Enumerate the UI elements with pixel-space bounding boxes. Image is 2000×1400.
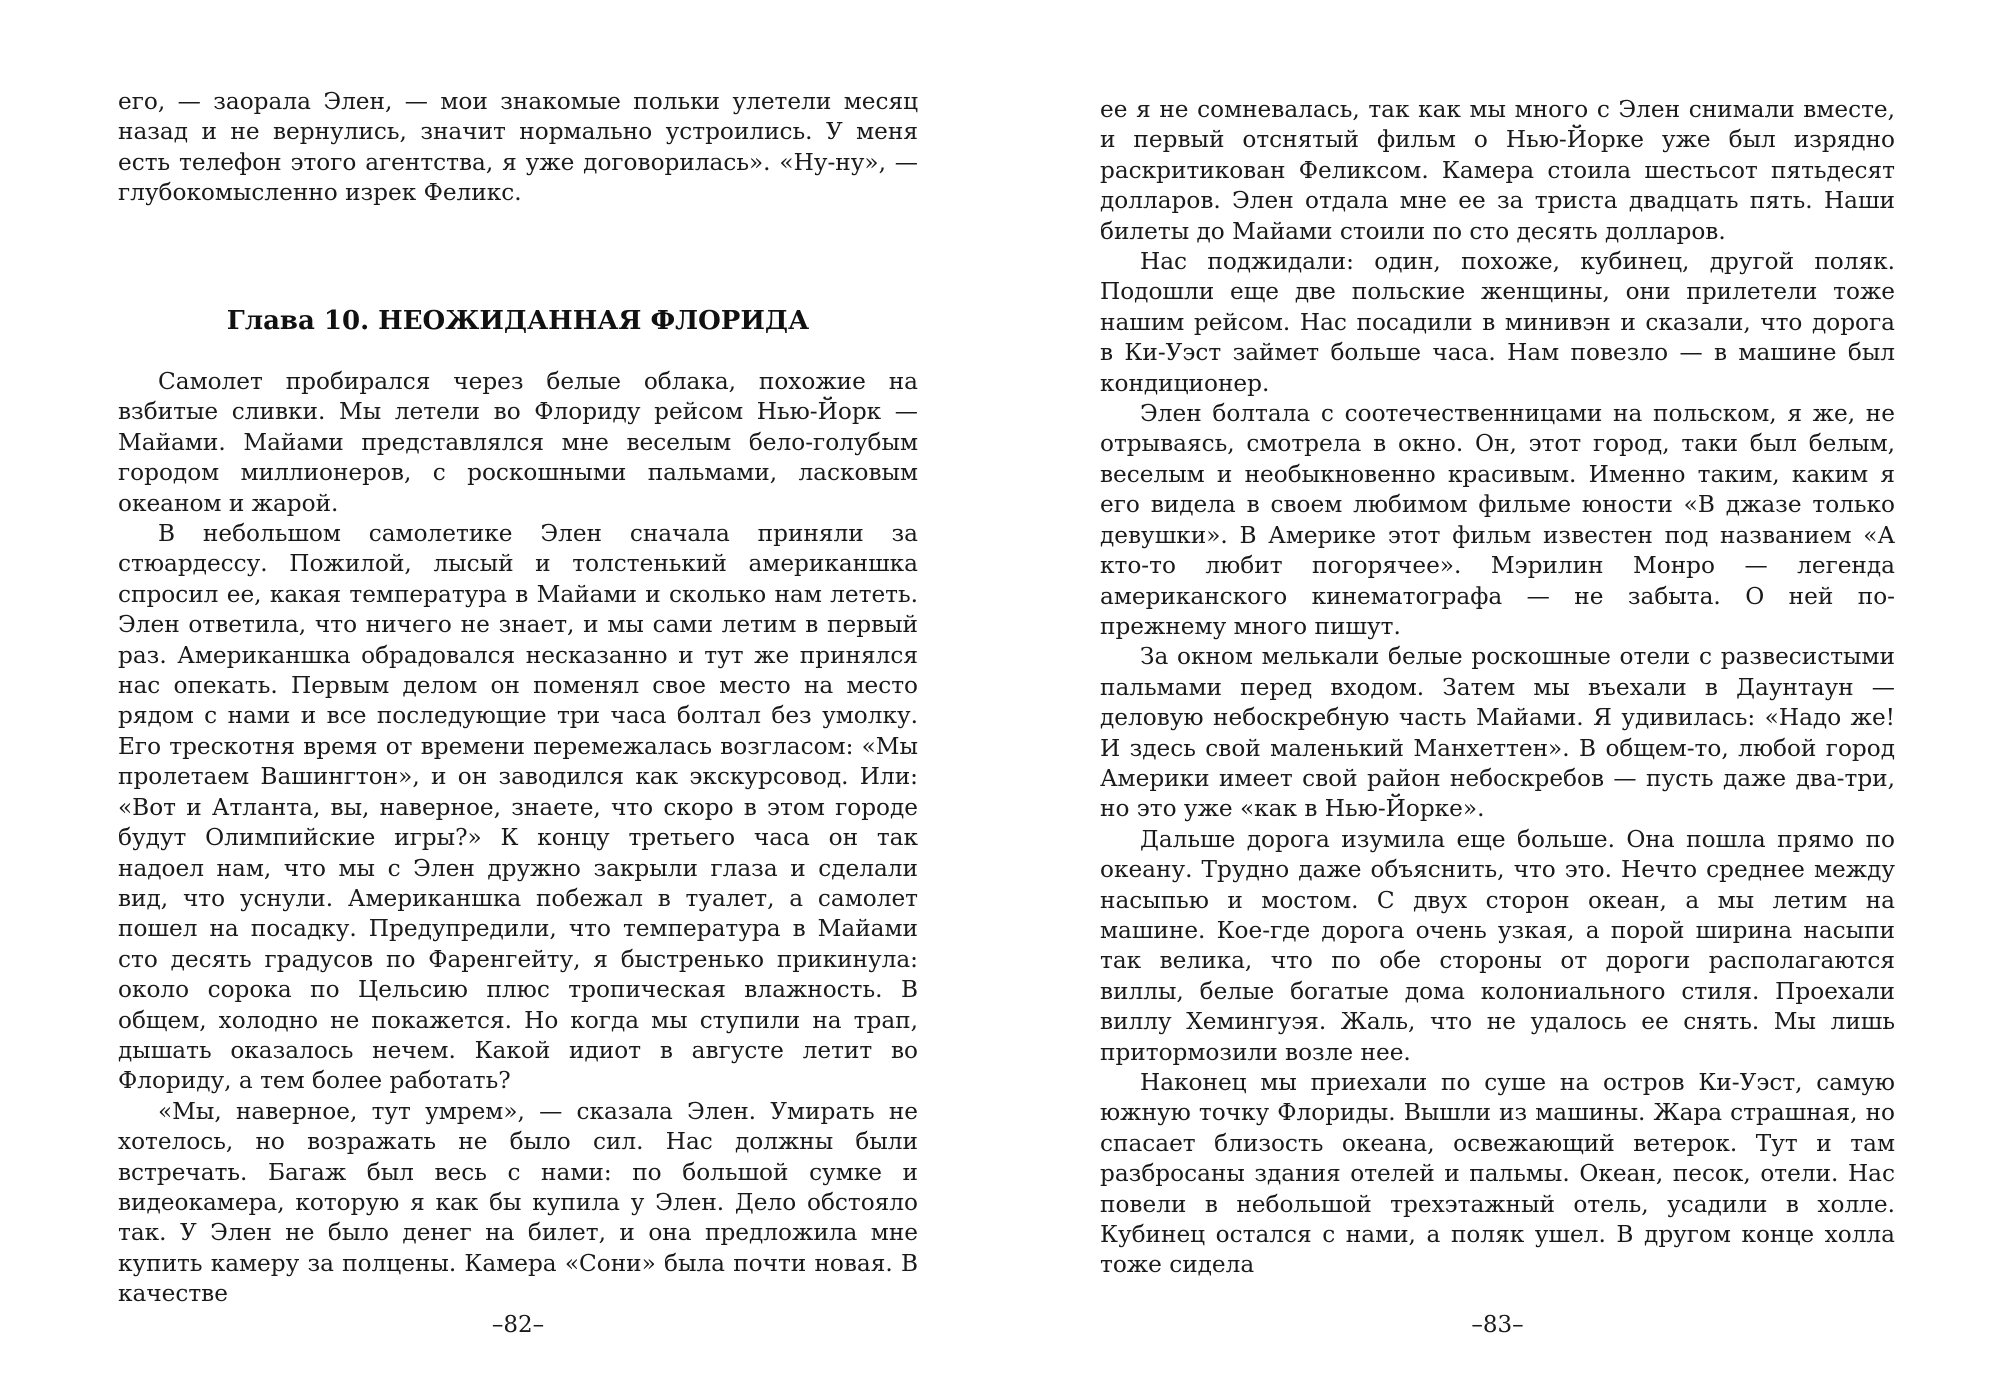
paragraph: Нас поджидали: один, похоже, кубинец, другой поляк. Подошли еще две польские женщины, они прилетели тоже нашим рейсом. Нас посадили в минивэн и сказали, что дорога в Ки-Уэст займет больше часа. Нам повезло — в машине был кондиционер. bbox=[1100, 248, 1895, 397]
paragraph: За окном мелькали белые роскошные отели с развесистыми пальмами перед входом. Затем мы въехали в Даунтаун — деловую небоскребную часть Майами. Я удивилась: «Надо же! И здесь свой маленький Манхеттен». В общем-то, любой город Америки имеет свой район небоскребов — пусть даже два-три, но это уже «как в Нью-Йорке». bbox=[1100, 643, 1895, 823]
paragraph: В небольшом самолетике Элен сначала приняли за стюардессу. Пожилой, лысый и толстенький американшка спросил ее, какая температура в Майами и сколько нам лететь. Элен ответила, что ничего не знает, и мы сами летим в первый раз. Американшка обрадовался несказанно и тут же принялся нас опекать. Первым делом он поменял свое место на место рядом с нами и все последующие три часа болтал без умолку. Его трескотня время от времени перемежалась возгласом: «Мы пролетаем Вашингтон», и он заводился как экскурсовод. Или: «Вот и Атланта, вы, наверное, знаете, что скоро в этом городе будут Олимпийские игры?» К концу третьего часа он так надоел нам, что мы с Элен дружно закрыли глаза и сделали вид, что уснули. Американшка побежал в туалет, а самолет пошел на посадку. Предупредили, что температура в Майами сто десять градусов по Фаренгейту, я быстренько прикинула: около сорока по Цельсию плюс тропическая влажность. В общем, холодно не покажется. Но когда мы ступили на трап, дышать оказалось нечем. Какой идиот в августе летит во Флориду, а тем более работать? bbox=[118, 520, 918, 1095]
paragraph: Дальше дорога изумила еще больше. Она пошла прямо по океану. Трудно даже объяснить, что это. Нечто среднее между насыпью и мостом. С двух сторон океан, а мы летим на машине. Кое-где дорога очень узкая, а порой ширина насыпи так велика, что по обе стороны от дороги располагаются виллы, белые богатые дома колониального стиля. Проехали виллу Хемингуэя. Жаль, что не удалось ее снять. Мы лишь притормозили возле нее. bbox=[1100, 825, 1895, 1066]
left-body-text bbox=[118, 367, 918, 1310]
right-body-text bbox=[1100, 95, 1895, 1281]
page-number-left: –82– bbox=[491, 1312, 545, 1338]
paragraph: «Мы, наверное, тут умрем», — сказала Элен. Умирать не хотелось, но возражать не было сил. Нас должны были встречать. Багаж был весь с нами: по большой сумке и видеокамера, которую я как бы купила у Элен. Дело обстояло так. У Элен не было денег на билет, и она предложила мне купить камеру за полцены. Камера «Сони» была почти новая. В качестве bbox=[118, 1097, 918, 1308]
continued-paragraph: его, — заорала Элен, — мои знакомые польки улетели месяц назад и не вернулись, значит нормально устроились. У меня есть телефон этого агентства, я уже договорилась». «Ну-ну», — глубокомысленно изрек Феликс. bbox=[118, 88, 918, 207]
continued-paragraph: ее я не сомневалась, так как мы много с Элен снимали вместе, и первый отснятый фильм о Нью-Йорке уже был изрядно раскритикован Феликсом. Камера стоила шестьсот пятьдесят долларов. Элен отдала мне ее за триста двадцать пять. Наши билеты до Майами стоили по сто десять долларов. bbox=[1100, 96, 1895, 245]
chapter-title: Глава 10. НЕОЖИДАННАЯ ФЛОРИДА bbox=[226, 306, 810, 336]
page-number-right: –83– bbox=[1471, 1312, 1524, 1338]
paragraph: Самолет пробирался через белые облака, похожие на взбитые сливки. Мы летели во Флориду рейсом Нью-Йорк — Майами. Майами представлялся мне веселым бело-голубым городом миллионеров, с роскошными пальмами, ласковым океаном и жарой. bbox=[118, 368, 918, 517]
paragraph: Элен болтала с соотечественницами на польском, я же, не отрываясь, смотрела в окно. Он, этот город, таки был белым, веселым и необыкновенно красивым. Именно таким, каким я его видела в своем любимом фильме юности «В джазе только девушки». В Америке этот фильм известен под названием «А кто-то любит погорячее». Мэрилин Монро — легенда американского кинематографа — не забыта. О ней по-прежнему много пишут. bbox=[1100, 400, 1895, 640]
right-page bbox=[1100, 0, 1895, 1400]
paragraph: Наконец мы приехали по суше на остров Ки-Уэст, самую южную точку Флориды. Вышли из машины. Жара страшная, но спасает близость океана, освежающий ветерок. Тут и там разбросаны здания отелей и пальмы. Океан, песок, отели. Нас повели в небольшой трехэтажный отель, усадили в холле. Кубинец остался с нами, а поляк ушел. В другом конце холла тоже сидела bbox=[1100, 1069, 1895, 1279]
left-top-text bbox=[118, 87, 918, 209]
left-page bbox=[118, 0, 918, 1400]
